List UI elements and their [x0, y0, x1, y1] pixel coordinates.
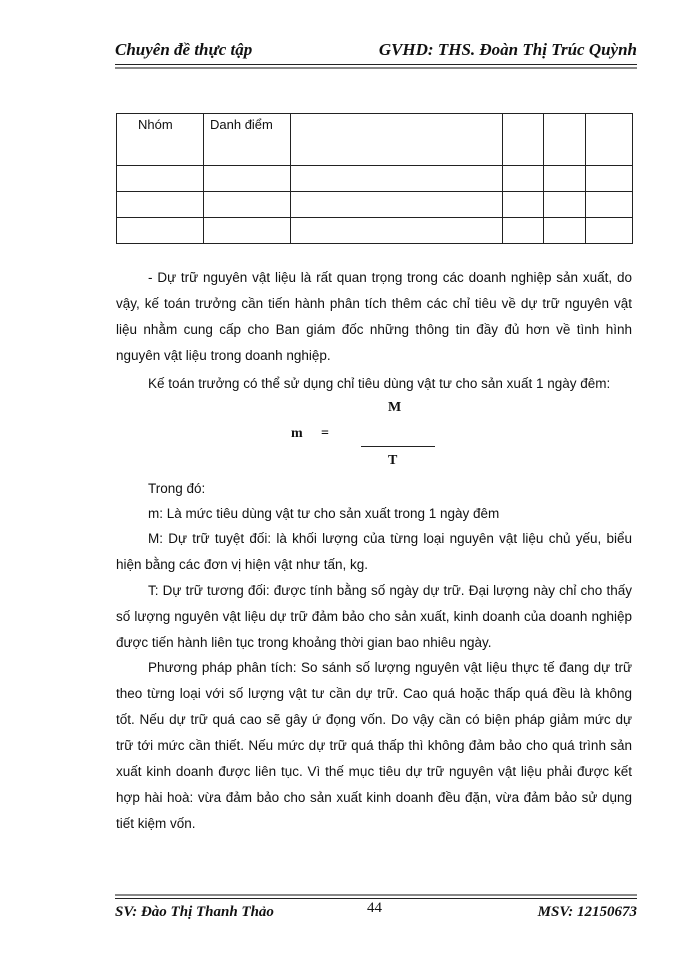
page-header	[115, 38, 637, 62]
header-title: Chuyên đề thực tập	[115, 40, 253, 59]
formula-denominator: T	[388, 453, 398, 468]
formula-numerator: M	[388, 400, 402, 415]
paragraph-where: Trong đó:	[148, 481, 206, 496]
table-cell-group: Nhóm	[117, 114, 204, 166]
table-cell	[544, 114, 586, 166]
paragraph-analysis-method: Phương pháp phân tích: So sánh số lượng nguyên vật liệu thực tế đang dự trữ theo từng loại với số lượng vật tư cần dự trữ. Cao quá hoặc thấp quá đều là không tốt. Nếu dự trữ quá cao sẽ gây ứ đọng vốn. Do vậy cần có biện pháp giảm mức dự trữ tới mức cần thiết. Nếu mức dự trữ quá thấp thì không đảm bảo cho quá trình sản xuất kinh doanh được liên tục. Vì thế mục tiêu dự trữ nguyên vật liệu phải được kết hợp hài hoà: vừa đảm bảo cho sản xuất kinh doanh đều đặn, vừa đảm bảo sử dụng tiết kiệm vốn.	[116, 660, 632, 831]
inventory-table	[116, 113, 633, 244]
paragraph-def-T: T: Dự trữ tương đối: được tính bằng số ngày dự trữ. Đại lượng này chỉ cho thấy số lượng nguyên vật liệu dự trữ đảm bảo cho sản xuất, kinh doanh của doanh nghiệp được tiến hành liên tục trong khoảng thời gian bao nhiêu ngày.	[116, 583, 632, 650]
table-row	[117, 192, 633, 218]
table-cell	[586, 114, 633, 166]
formula-fraction-bar	[361, 446, 435, 447]
paragraph-indicator-intro: Kế toán trưởng có thể sử dụng chỉ tiêu dùng vật tư cho sản xuất 1 ngày đêm:	[148, 376, 611, 391]
table-cell	[291, 114, 503, 166]
table-row	[117, 218, 633, 244]
footer-rule	[115, 898, 637, 899]
table-header-row	[117, 114, 633, 166]
paragraph-def-m: m: Là mức tiêu dùng vật tư cho sản xuất trong 1 ngày đêm	[148, 506, 500, 521]
page-number: 44	[367, 900, 382, 916]
formula-equals: =	[321, 426, 329, 441]
paragraph-def-M: M: Dự trữ tuyệt đối: là khối lượng của từng loại nguyên vật liệu chủ yếu, biểu hiện bằng các đơn vị hiện vật như tấn, kg.	[116, 531, 632, 572]
table-cell-code: Danh điểm	[204, 114, 291, 166]
page-footer	[115, 900, 637, 924]
paragraph-inventory-importance: - Dự trữ nguyên vật liệu là rất quan trọng trong các doanh nghiệp sản xuất, do vậy, kế toán trưởng cần tiến hành phân tích thêm các chỉ tiêu về dự trữ nguyên vật liệu nhằm cung cấp cho Ban giám đốc những thông tin đầy đủ hơn về tình hình nguyên vật liệu trong doanh nghiệp.	[116, 270, 632, 363]
table-row	[117, 166, 633, 192]
header-rule-double	[115, 67, 637, 69]
footer-student-id: MSV: 12150673	[537, 904, 637, 920]
footer-student: SV: Đào Thị Thanh Thảo	[115, 904, 274, 920]
table-cell	[503, 114, 544, 166]
formula-lhs: m	[291, 426, 303, 441]
header-advisor: GVHD: THS. Đoàn Thị Trúc Quỳnh	[378, 40, 637, 59]
header-rule	[115, 64, 637, 65]
footer-rule-double	[115, 894, 637, 896]
